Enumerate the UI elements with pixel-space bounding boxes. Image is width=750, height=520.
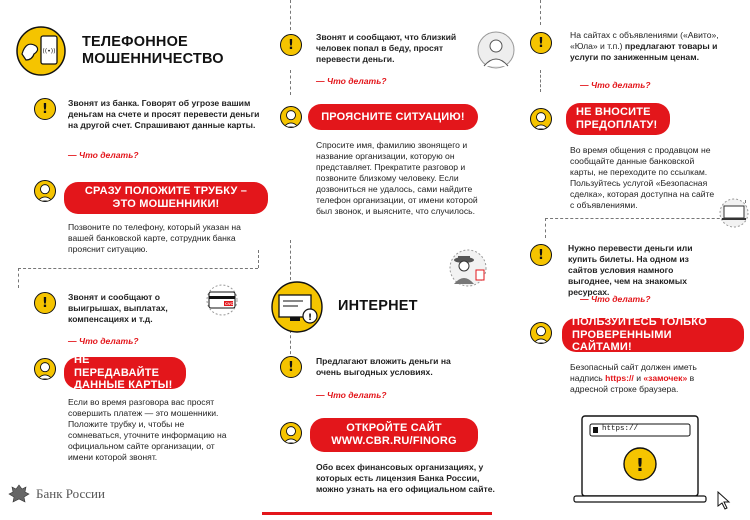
svg-text:!: ! xyxy=(635,455,645,476)
browser-window-illustration xyxy=(570,412,710,512)
person-icon xyxy=(530,108,552,130)
invest-offer-text: Предлагают вложить деньги на очень выгодных условиях. xyxy=(316,356,451,377)
person-in-trouble-illustration xyxy=(476,30,516,70)
warning-icon: ! xyxy=(34,292,56,314)
what-to-do-label: — Что делать? xyxy=(316,390,387,400)
warning-icon: ! xyxy=(34,98,56,120)
person-icon xyxy=(280,422,302,444)
warning-icon: ! xyxy=(530,244,552,266)
phone-fraud-title: ТЕЛЕФОННОЕ МОШЕННИЧЕСТВО xyxy=(82,34,224,67)
no-prepayment-banner: НЕ ВНОСИТЕ ПРЕДОПЛАТУ! xyxy=(566,103,670,135)
detective-illustration xyxy=(444,248,492,288)
what-to-do-label: — Что делать? xyxy=(580,80,651,90)
use-proven-sites-banner: ПОЛЬЗУЙТЕСЬ ТОЛЬКО ПРОВЕРЕННЫМИ САЙТАМИ! xyxy=(562,318,744,352)
what-to-do-label: — Что делать? xyxy=(68,336,139,346)
connector-line xyxy=(540,0,541,25)
license-info-text: Обо всех финансовых организациях, у которых есть лицензия Банка России, можно узнать на его официальном сайте. xyxy=(316,462,495,494)
browser-address-text: https:// xyxy=(602,425,639,433)
ads-offer-text: На сайтах с объявлениями («Авито», «Юла» и т.п.) предлагают товары и услуги по заниженным ценам. xyxy=(570,30,719,62)
bank-call-text: Звонят из банка. Говорят об угрозе вашим деньгам на счете и просят перевести деньги на другой счет. Спрашивают данные карты. xyxy=(68,98,260,130)
connector-line xyxy=(258,250,259,268)
warning-icon: ! xyxy=(280,356,302,378)
svg-text:!: ! xyxy=(307,313,313,323)
safe-deal-text: Во время общения с продавцом не сообщайте данные банковской карты, не переходите по ссылкам. Пользуйтесь услугой «Безопасная сделка», которая доступна на сайте с объявлениями. xyxy=(570,145,715,210)
connector-line xyxy=(290,240,291,280)
clarify-situation-banner: ПРОЯСНИТЕ СИТУАЦИЮ! xyxy=(308,104,478,130)
hang-up-banner: СРАЗУ ПОЛОЖИТЕ ТРУБКУ – ЭТО МОШЕННИКИ! xyxy=(64,182,268,214)
bottom-red-line xyxy=(262,512,492,515)
person-icon xyxy=(34,180,56,202)
connector-line xyxy=(290,0,291,30)
internet-monitor-icon xyxy=(270,280,324,334)
bank-card-icon xyxy=(200,284,244,316)
internet-title: ИНТЕРНЕТ xyxy=(338,298,418,314)
connector-line xyxy=(545,218,745,219)
person-icon xyxy=(280,106,302,128)
connector-line xyxy=(540,70,541,92)
clarify-text: Спросите имя, фамилию звонящего и название организации, которую он представляет. Прекратите разговор и позвоните близкому человеку. Если дозвониться не удалось, сами найдите телефон организации, от имени которой был звонок, и выясните, что случилось. xyxy=(316,140,478,216)
laptop-illustration xyxy=(718,198,750,228)
bank-of-russia-logo-text: Банк России xyxy=(36,486,105,501)
bank-of-russia-emblem xyxy=(6,482,32,506)
relative-call-text: Звонят и сообщают, что близкий человек попал в беду, просят перевести деньги. xyxy=(316,32,457,64)
warning-icon: ! xyxy=(280,34,302,56)
prize-call-text: Звонят и сообщают о выигрышах, выплатах, компенсациях и т.д. xyxy=(68,292,168,324)
payment-warning-text: Если во время разговора вас просят совершить платеж — это мошенники. Положите трубку и, чтобы не сомневаться, уточните информацию на официальном сайте организации, от имени которой звонят. xyxy=(68,397,227,462)
connector-line xyxy=(18,268,19,288)
card-cvc-label: CVC xyxy=(225,301,234,306)
call-back-text: Позвоните по телефону, который указан на вашей банковской карте, сотрудник банка прояснит ситуацию. xyxy=(68,222,241,254)
tickets-offer-text: Нужно перевести деньги или купить билеты. На одном из сайтов условия намного выгоднее, чем на знакомых ресурсах. xyxy=(568,243,693,297)
connector-line xyxy=(290,70,291,95)
what-to-do-label: — Что делать? xyxy=(580,294,651,304)
mouse-cursor-icon xyxy=(712,490,734,512)
person-icon xyxy=(530,322,552,344)
svg-text:((•)): ((•)) xyxy=(42,48,56,55)
https-info-text: Безопасный сайт должен иметь надпись https:// и «замочек» в адресной строке браузера. xyxy=(570,362,697,394)
what-to-do-label: — Что делать? xyxy=(68,150,139,160)
open-cbr-site-banner: ОТКРОЙТЕ САЙТ WWW.CBR.RU/FINORG xyxy=(310,418,478,452)
person-icon xyxy=(34,358,56,380)
no-card-data-banner: НЕ ПЕРЕДАВАЙТЕ ДАННЫЕ КАРТЫ! xyxy=(64,357,186,389)
connector-line xyxy=(18,268,258,269)
what-to-do-label: — Что делать? xyxy=(316,76,387,86)
connector-line xyxy=(545,218,546,238)
warning-icon: ! xyxy=(530,32,552,54)
phone-scam-icon xyxy=(14,24,68,78)
